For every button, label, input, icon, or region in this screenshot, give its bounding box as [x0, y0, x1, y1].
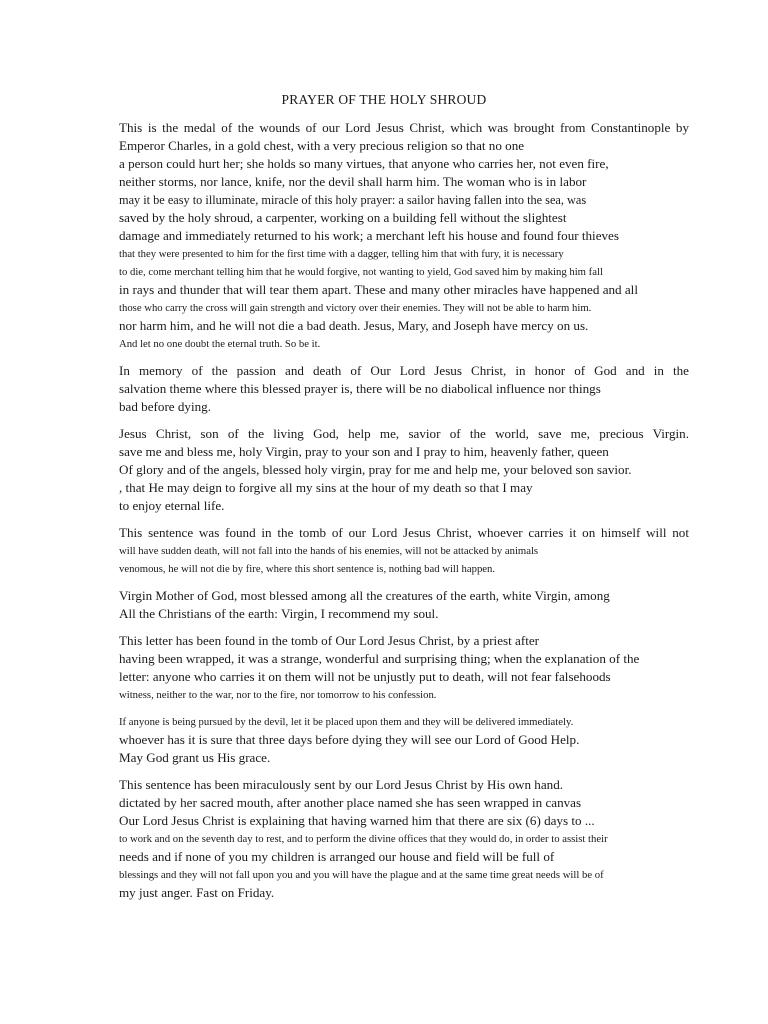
text-line: Virgin Mother of God, most blessed among all the creatures of the earth, white Virgin, among — [119, 588, 610, 603]
text-line: blessings and they will not fall upon you and you will have the plague and at the same time great needs will be of — [119, 869, 604, 881]
document-title: PRAYER OF THE HOLY SHROUD — [281, 92, 487, 107]
text-line: nor harm him, and he will not die a bad death. Jesus, Mary, and Joseph have mercy on us. — [119, 318, 589, 333]
text-line: my just anger. Fast on Friday. — [119, 885, 275, 900]
text-line: , that He may deign to forgive all my sins at the hour of my death so that I may — [119, 480, 533, 495]
paragraph — [119, 425, 689, 515]
text-line: All the Christians of the earth: Virgin, I recommend my soul. — [119, 606, 439, 621]
text-line: And let no one doubt the eternal truth. So be it. — [119, 338, 321, 350]
text-line: Jesus Christ, son of the living God, help me, savior of the world, save me, precious Virgin. — [119, 426, 689, 441]
text-line: neither storms, nor lance, knife, nor the devil shall harm him. The woman who is in labor — [119, 174, 587, 189]
paragraph — [119, 776, 689, 902]
text-line: Of glory and of the angels, blessed holy virgin, pray for me and help me, your beloved son savior. — [119, 462, 632, 477]
text-line: those who carry the cross will gain strength and victory over their enemies. They will not be able to harm him. — [119, 302, 592, 314]
text-line: letter: anyone who carries it on them will not be unjustly put to death, will not fear falsehoods — [119, 669, 611, 684]
text-line: salvation theme where this blessed prayer is, there will be no diabolical influence nor things — [119, 381, 601, 396]
text-line: having been wrapped, it was a strange, wonderful and surprising thing; when the explanation of the — [119, 651, 640, 666]
text-line: In memory of the passion and death of Our Lord Jesus Christ, in honor of God and in the — [119, 363, 689, 378]
text-line: This letter has been found in the tomb of Our Lord Jesus Christ, by a priest after — [119, 633, 539, 648]
text-line: May God grant us His grace. — [119, 750, 271, 765]
text-line: save me and bless me, holy Virgin, pray to your son and I pray to him, heavenly father, queen — [119, 444, 609, 459]
text-line: a person could hurt her; she holds so many virtues, that anyone who carries her, not even fire, — [119, 156, 609, 171]
document-body — [119, 119, 689, 911]
text-line: dictated by her sacred mouth, after another place named she has seen wrapped in canvas — [119, 795, 582, 810]
text-line: This sentence was found in the tomb of our Lord Jesus Christ, whoever carries it on himself will not — [119, 525, 689, 540]
paragraph — [119, 362, 689, 416]
text-line: If anyone is being pursued by the devil, let it be placed upon them and they will be delivered immediately. — [119, 716, 574, 728]
text-line: to die, come merchant telling him that he would forgive, not wanting to yield, God saved him by making him fall — [119, 266, 603, 278]
text-line: will have sudden death, will not fall into the hands of his enemies, will not be attacked by animals — [119, 545, 539, 557]
text-line: Emperor Charles, in a gold chest, with a very precious religion so that no one — [119, 138, 525, 153]
text-line: needs and if none of you my children is arranged our house and field will be full of — [119, 849, 555, 864]
text-line: bad before dying. — [119, 399, 211, 414]
text-line: to enjoy eternal life. — [119, 498, 225, 513]
text-line: damage and immediately returned to his work; a merchant left his house and found four thieves — [119, 228, 619, 243]
paragraph — [119, 524, 689, 578]
text-line: This is the medal of the wounds of our Lord Jesus Christ, which was brought from Constantinople by — [119, 120, 689, 135]
paragraph — [119, 632, 689, 704]
text-line: whoever has it is sure that three days before dying they will see our Lord of Good Help. — [119, 732, 580, 747]
text-line: may it be easy to illuminate, miracle of this holy prayer: a sailor having fallen into the sea, was — [119, 193, 587, 207]
paragraph — [119, 713, 689, 767]
text-line: Our Lord Jesus Christ is explaining that having warned him that there are six (6) days to ... — [119, 813, 595, 828]
text-line: venomous, he will not die by fire, where this short sentence is, nothing bad will happen. — [119, 563, 496, 575]
text-line: in rays and thunder that will tear them apart. These and many other miracles have happened and all — [119, 282, 638, 297]
text-line: to work and on the seventh day to rest, and to perform the divine offices that they would do, in order to assist their — [119, 833, 608, 845]
paragraph — [119, 587, 689, 623]
text-line: that they were presented to him for the first time with a dagger, telling him that with fury, it is necessary — [119, 248, 564, 260]
text-line: witness, neither to the war, nor to the fire, nor tomorrow to his confession. — [119, 689, 437, 701]
text-line: This sentence has been miraculously sent by our Lord Jesus Christ by His own hand. — [119, 777, 564, 792]
text-line: saved by the holy shroud, a carpenter, working on a building fell without the slightest — [119, 210, 567, 225]
paragraph — [119, 119, 689, 353]
